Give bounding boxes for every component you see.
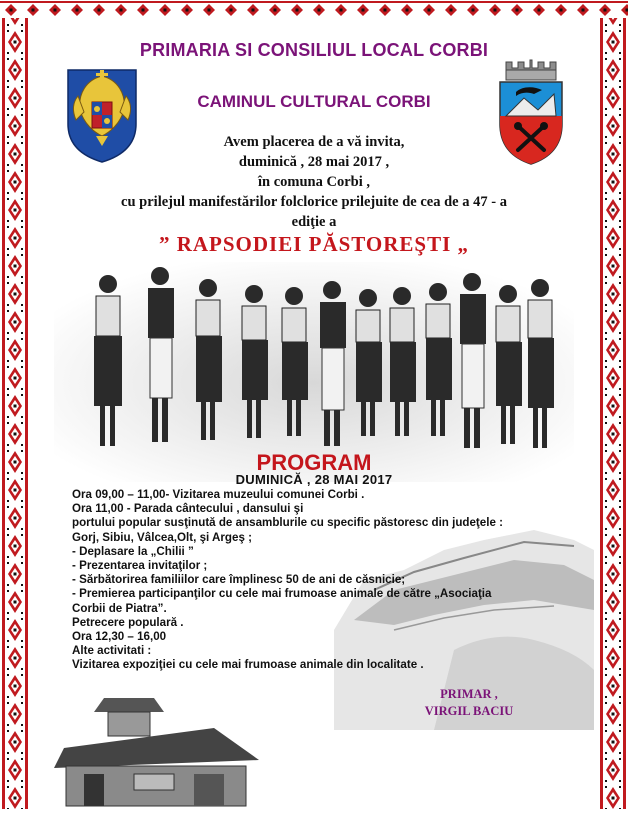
invitation-line: în comuna Corbi , [258,174,370,190]
program-line: Corbii de Piatra”. [72,601,167,615]
mayor-signature [394,686,544,720]
mayor-title: PRIMAR , [440,687,498,701]
invitation-line: ediţie a [291,214,337,230]
program-line: Ora 09,00 – 11,00- Vizitarea muzeului comunei Corbi . [72,488,365,501]
program-line: Vizitarea expoziţiei cu cele mai frumoase animale din localitate . [72,658,424,672]
program-schedule [72,488,592,673]
program-line: Ora 12,30 – 16,00 [72,630,167,644]
program-line: Alte activitati : [72,644,152,658]
program-line: Petrecere populară . [72,615,184,629]
program-title: PROGRAM [256,450,372,475]
program-date: DUMINICĂ , 28 MAI 2017 [235,472,393,487]
header-cultural-center: CAMINUL CULTURAL CORBI [197,92,431,111]
program-line: - Prezentarea invitaţilor ; [72,559,208,573]
header-institution: PRIMARIA SI CONSILIUL LOCAL CORBI [139,40,489,60]
wooden-house-image [44,688,274,809]
invitation-line: cu prilejul manifestărilor folclorice prilejuite de cea de a 47 - a [121,194,507,210]
invitation-line: duminică , 28 mai 2017 , [238,154,390,170]
invitation-line: Avem placerea de a vă invita, [223,134,405,150]
program-line: portului popular susţinută de ansamblurile cu specific păstoresc din judeţele : [72,516,503,530]
program-line: - Deplasare la „Chilii ” [72,544,194,558]
program-line: Ora 11,00 - Parada cântecului , dansului şi [72,502,304,516]
folk-border-left [0,0,30,809]
invitation-poster [34,0,594,809]
folk-dancers-photo [54,262,574,482]
folk-border-right [598,0,628,809]
invitation-text [34,132,594,232]
program-line: Gorj, Sibiu, Vâlcea,Olt, şi Argeş ; [72,530,252,544]
program-line: - Premierea participanţilor cu cele mai frumoase animale de către „Asociaţia [72,587,492,601]
mayor-name: VIRGIL BACIU [424,704,514,718]
program-line: - Sărbătorirea familiilor care împlinesc 50 de ani de căsnicie; [72,573,406,587]
event-title: ” RAPSODIEI PĂSTOREŞTI „ [158,232,470,256]
